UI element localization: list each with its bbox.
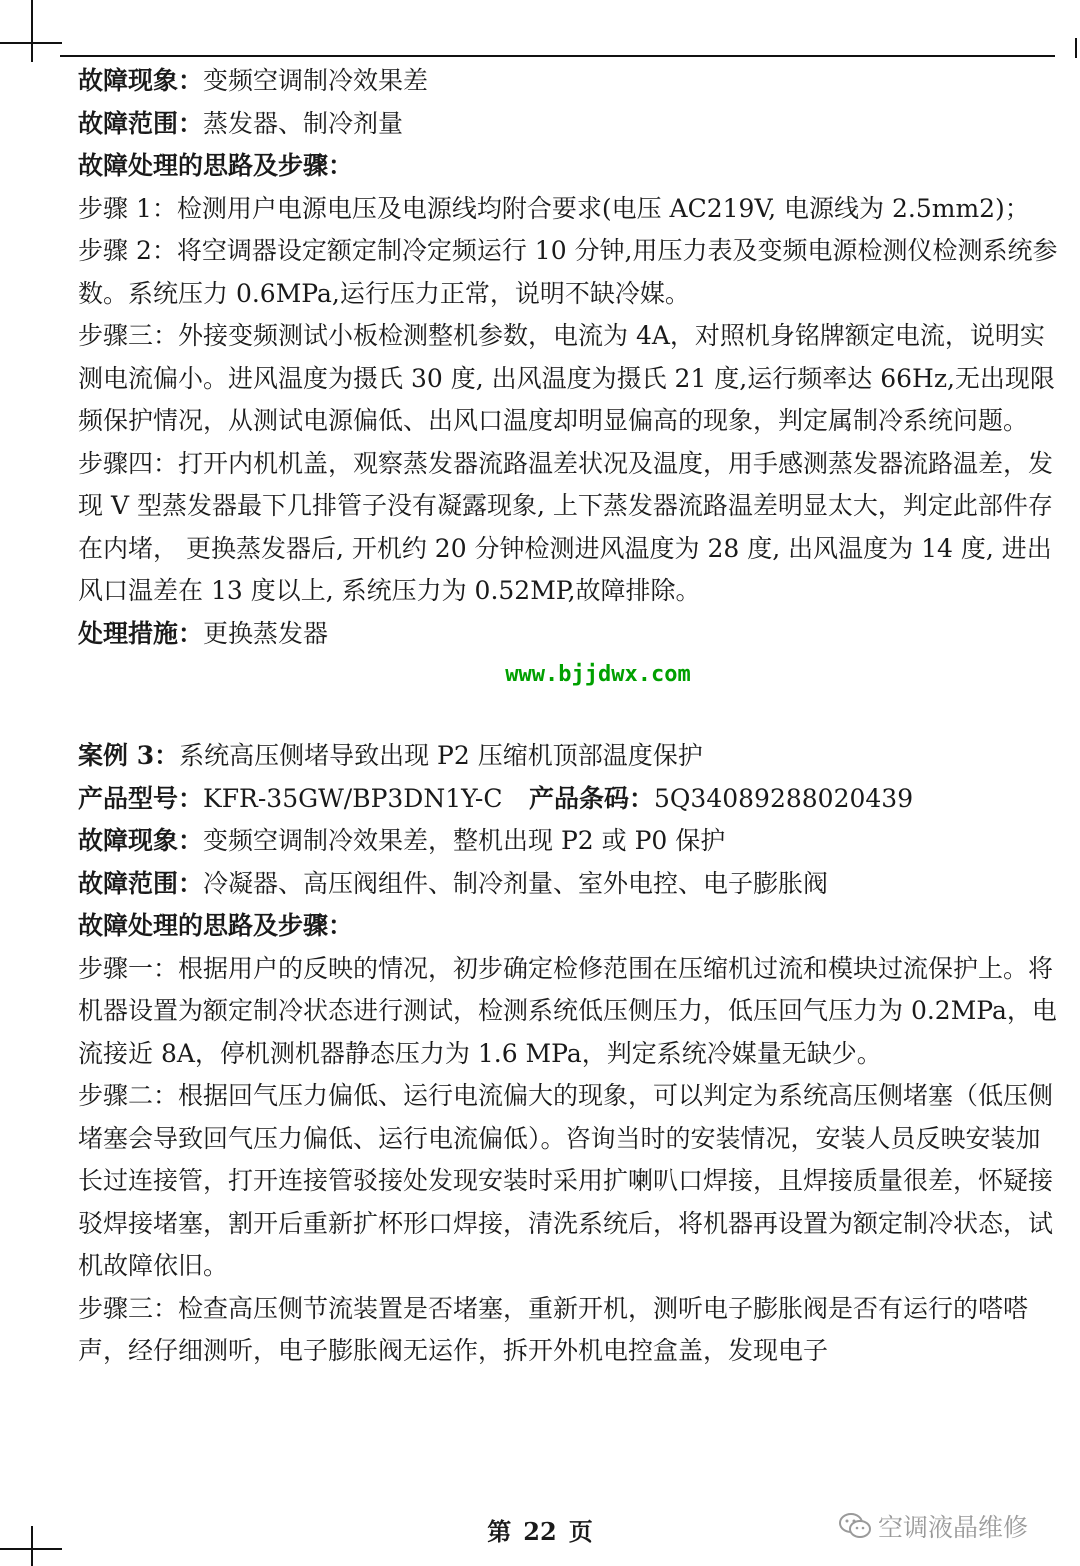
case2-step-4: 步骤四：打开内机机盖，观察蒸发器流路温差状况及温度，用手感测蒸发器流路温差，发现 V 型蒸发器最下几排管子没有凝露现象, 上下蒸发器流路温差明显太大，判定此部件存在内堵， 更换蒸发器后, 开机约 20 分钟检测进风温度为 28 度, 出风温度为 14 度, 进出风口温差在 13 度以上, 系统压力为 0.52MP,故障排除。 xyxy=(78,448,1054,605)
crop-mark-top-left-v xyxy=(31,0,33,62)
crop-mark-top-right-v xyxy=(1075,38,1077,58)
watermark: 空调液晶维修 xyxy=(838,1508,1028,1544)
case2-measure: 处理措施：更换蒸发器 xyxy=(78,618,329,648)
case2-step-3: 步骤三：外接变频测试小板检测整机参数，电流为 4A，对照机身铭牌额定电流，说明实测电流偏小。进风温度为摄氏 30 度, 出风温度为摄氏 21 度,运行频率达 66Hz,无出现限频保护情况，从测试电源偏低、出风口温度却明显偏高的现象，判定属制冷系统问题。 xyxy=(78,321,1055,435)
wechat-icon xyxy=(838,1512,872,1540)
case2-step-1: 步骤 1：检测用户电源电压及电源线均附合要求(电压 AC219V, 电源线为 2.5mm2)； xyxy=(78,193,1030,223)
case3-title: 案例 3：系统高压侧堵导致出现 P2 压缩机顶部温度保护 xyxy=(78,741,703,770)
case2-approach-title: 故障处理的思路及步骤： xyxy=(78,151,354,180)
case3-step-2: 步骤二：根据回气压力偏低、运行电流偏大的现象，可以判定为系统高压侧堵塞（低压侧堵塞会导致回气压力偏低、运行电流偏低）。咨询当时的安装情况，安装人员反映安装加长过连接管，打开连接管驳接处发现安装时采用扩喇叭口焊接，且焊接质量很差，怀疑接驳焊接堵塞，割开后重新扩杯形口焊接，清洗系统后，将机器再设置为额定制冷状态，试机故障依旧。 xyxy=(78,1081,1054,1280)
case2-step-2: 步骤 2：将空调器设定额定制冷定频运行 10 分钟,用压力表及变频电源检测仪检测系统参数。系统压力 0.6MPa,运行压力正常，说明不缺冷媒。 xyxy=(78,236,1058,308)
case2-fault-scope: 故障范围：蒸发器、制冷剂量 xyxy=(78,108,404,138)
case3-step-1: 步骤一：根据用户的反映的情况，初步确定检修范围在压缩机过流和模块过流保护上。将机器设置为额定制冷状态进行测试，检测系统低压侧压力，低压回气压力为 0.2MPa，电流接近 8A，停机测机器静态压力为 1.6 MPa，判定系统冷媒量无缺少。 xyxy=(78,953,1057,1068)
case3-approach-title: 故障处理的思路及步骤： xyxy=(78,911,354,940)
case2-fault-phenomenon: 故障现象：变频空调制冷效果差 xyxy=(78,66,429,95)
case3-step-3: 步骤三：检查高压侧节流装置是否堵塞，重新开机，测听电子膨胀阀是否有运行的嗒嗒声，经仔细测听，电子膨胀阀无运作，拆开外机电控盒盖，发现电子 xyxy=(78,1293,1029,1365)
case3-fault-scope: 故障范围：冷凝器、高压阀组件、制冷剂量、室外电控、电子膨胀阀 xyxy=(78,868,829,898)
page-number: 第 22 页 xyxy=(487,1517,593,1546)
case3-fault-phenomenon: 故障现象：变频空调制冷效果差，整机出现 P2 或 P0 保护 xyxy=(78,826,726,855)
document-body xyxy=(78,60,1058,1373)
header-rule xyxy=(60,55,1055,57)
website-link[interactable]: www.bjjdwx.com xyxy=(505,662,691,687)
case3-model-barcode: 产品型号：KFR-35GW/BP3DN1Y-C 产品条码：5Q34089288020439 xyxy=(78,783,914,813)
